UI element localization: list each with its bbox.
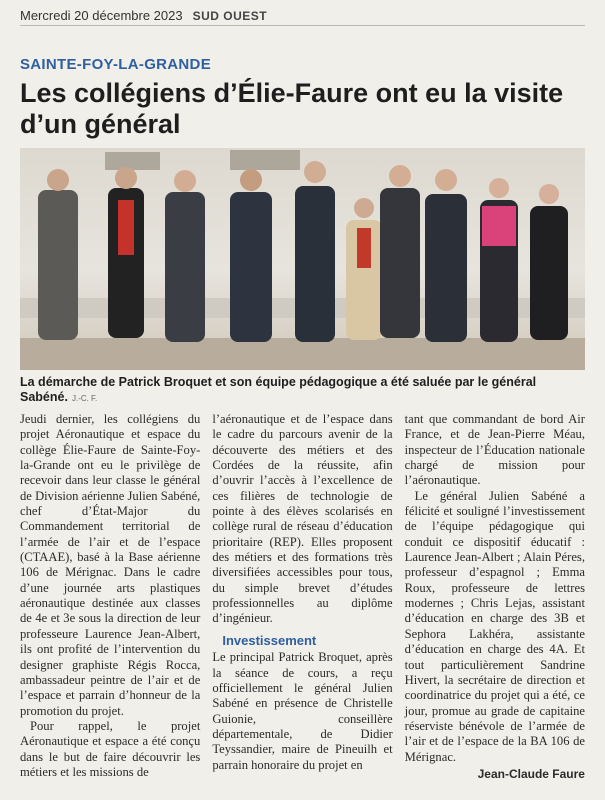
group-photo-illustration bbox=[20, 148, 585, 370]
section-subhead: Investissement bbox=[222, 632, 317, 648]
page-header bbox=[20, 6, 585, 26]
newspaper-name: SUD OUEST bbox=[192, 8, 268, 23]
photo-caption bbox=[20, 375, 585, 406]
article-column-2 bbox=[212, 412, 392, 792]
paragraph: Pour rappel, le projet Aéronautique et espace a été conçu dans le but de faire découvrir les métiers et les missions de bbox=[20, 718, 201, 779]
article-column-3 bbox=[405, 412, 585, 792]
caption-text: La démarche de Patrick Broquet et son équipe pédagogique a été saluée par le général Sabéné. bbox=[20, 375, 537, 404]
article-body bbox=[20, 412, 585, 792]
article-author: Jean-Claude Faure bbox=[477, 766, 585, 781]
paragraph: Le général Julien Sabéné a félicité et souligné l’investissement de l’équipe pédagogique qui conduit ce dispositif éducatif : Laurence Jean-Albert ; Alain Péres, professeur d’espagnol ; Emma Roux, professeure de lettres modernes ; Chris Lejas, assistant d’éducation en charge des 3B et Sephora Lakhéra, assistante d’éducation en charge des 4A. Et tout particulièrement Sandrine Hivert, la secrétaire de direction et coordinatrice du projet qui a été, ce jour, promue au grade de capitaine réserviste bénévole de l’armée de l’air et de l’espace de la BA 106 de Mérignac. bbox=[404, 488, 585, 764]
paragraph: l’aéronautique et de l’espace dans le cadre du parcours avenir de la découverte des métiers et des Cordées de la réussite, afin d’ouvrir l’accès à l’excellence de ces filières de technologie de pointe à des élèves scolarisés en collège rural de réseau d’éducation prioritaire (REP). Elles proposent des métiers et des formations très diversifiées accessibles pour tous, du simple brevet d’études professionnelles au diplôme d’ingénieur. bbox=[212, 412, 393, 626]
article-kicker: SAINTE-FOY-LA-GRANDE bbox=[20, 56, 211, 73]
group-photo bbox=[20, 148, 585, 370]
paragraph: tant que commandant de bord Air France, et de Jean-Pierre Méau, inspecteur de l’Éducation nationale chargé de mission pour l’aéronautique. bbox=[404, 412, 585, 488]
publication-date: Mercredi 20 décembre 2023 bbox=[20, 8, 183, 23]
paragraph: Le principal Patrick Broquet, après la séance de cours, a reçu officiellement le général Julien Sabéné en présence de Christelle Guionie, conseillère départementale, de Didier Teyssandier, maire de Pineuilh et parrain honoraire du projet en bbox=[212, 650, 393, 772]
article-column-1 bbox=[20, 412, 200, 792]
article-headline: Les collégiens d’Élie-Faure ont eu la visite d’un général bbox=[20, 78, 564, 139]
photo-credit: J.-C. F. bbox=[71, 394, 98, 403]
paragraph: Jeudi dernier, les collégiens du projet Aéronautique et espace du collège Élie-Faure de Sainte-Foy-la-Grande ont eu le privilège de recevoir dans leur classe le général de Division aérienne Julien Sabéné, chef d’État-Major du Commandement territorial de l’armée de l’air et de l’espace (CTAAE), basé à la Base aérienne 106 de Mérignac. Dans le cadre d’une journée arts plastiques aéronautique destinée aux classes de 4e et 3e sous la direction de leur professeure Laurence Jean-Albert, ils ont profité de l’intervention du designer graphiste Régis Rocca, ambassadeur peintre de l’air et de l’espace et parrain d’honneur de la promotion du projet. bbox=[20, 412, 201, 718]
